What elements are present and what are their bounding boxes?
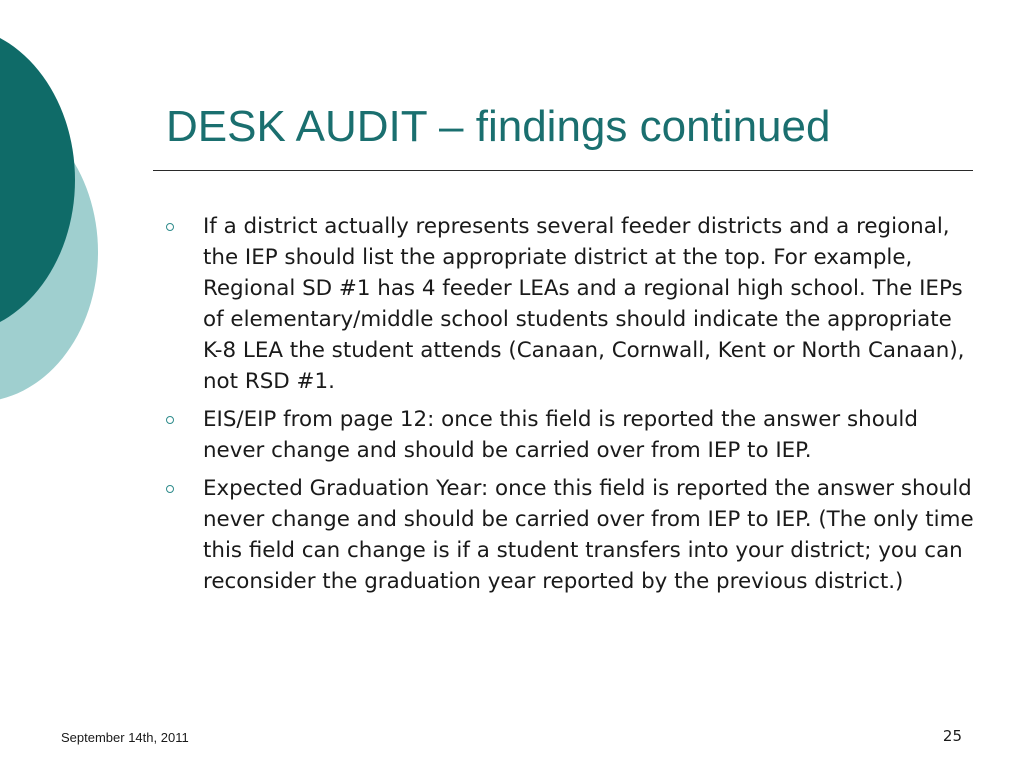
bullet-item <box>163 211 978 397</box>
bullet-circle-icon <box>166 223 174 231</box>
title-divider <box>153 170 973 171</box>
bullet-circle-icon <box>166 485 174 493</box>
slide-number: 25 <box>942 727 962 745</box>
bullet-text: Expected Graduation Year: once this field is reported the answer should never change and should be carried over from IEP to IEP. (The only time this field can change is if a student transfers into your district; you can reconsider the graduation year reported by the previous district.) <box>203 476 974 594</box>
footer-date: September 14th, 2011 <box>61 730 189 745</box>
bullet-item <box>163 404 978 466</box>
decorative-circles <box>0 0 110 410</box>
bullet-circle-icon <box>166 416 174 424</box>
bullet-list <box>163 211 978 604</box>
slide-title: DESK AUDIT – findings continued <box>166 102 831 151</box>
bullet-item <box>163 473 978 597</box>
bullet-text: EIS/EIP from page 12: once this field is reported the answer should never change and should be carried over from IEP to IEP. <box>203 407 918 463</box>
bullet-text: If a district actually represents several feeder districts and a regional, the IEP should list the appropriate district at the top. For example, Regional SD #1 has 4 feeder LEAs and a regional high school. The IEPs of elementary/middle school students should indicate the appropriate K-8 LEA the student attends (Canaan, Cornwall, Kent or North Canaan), not RSD #1. <box>203 214 965 394</box>
